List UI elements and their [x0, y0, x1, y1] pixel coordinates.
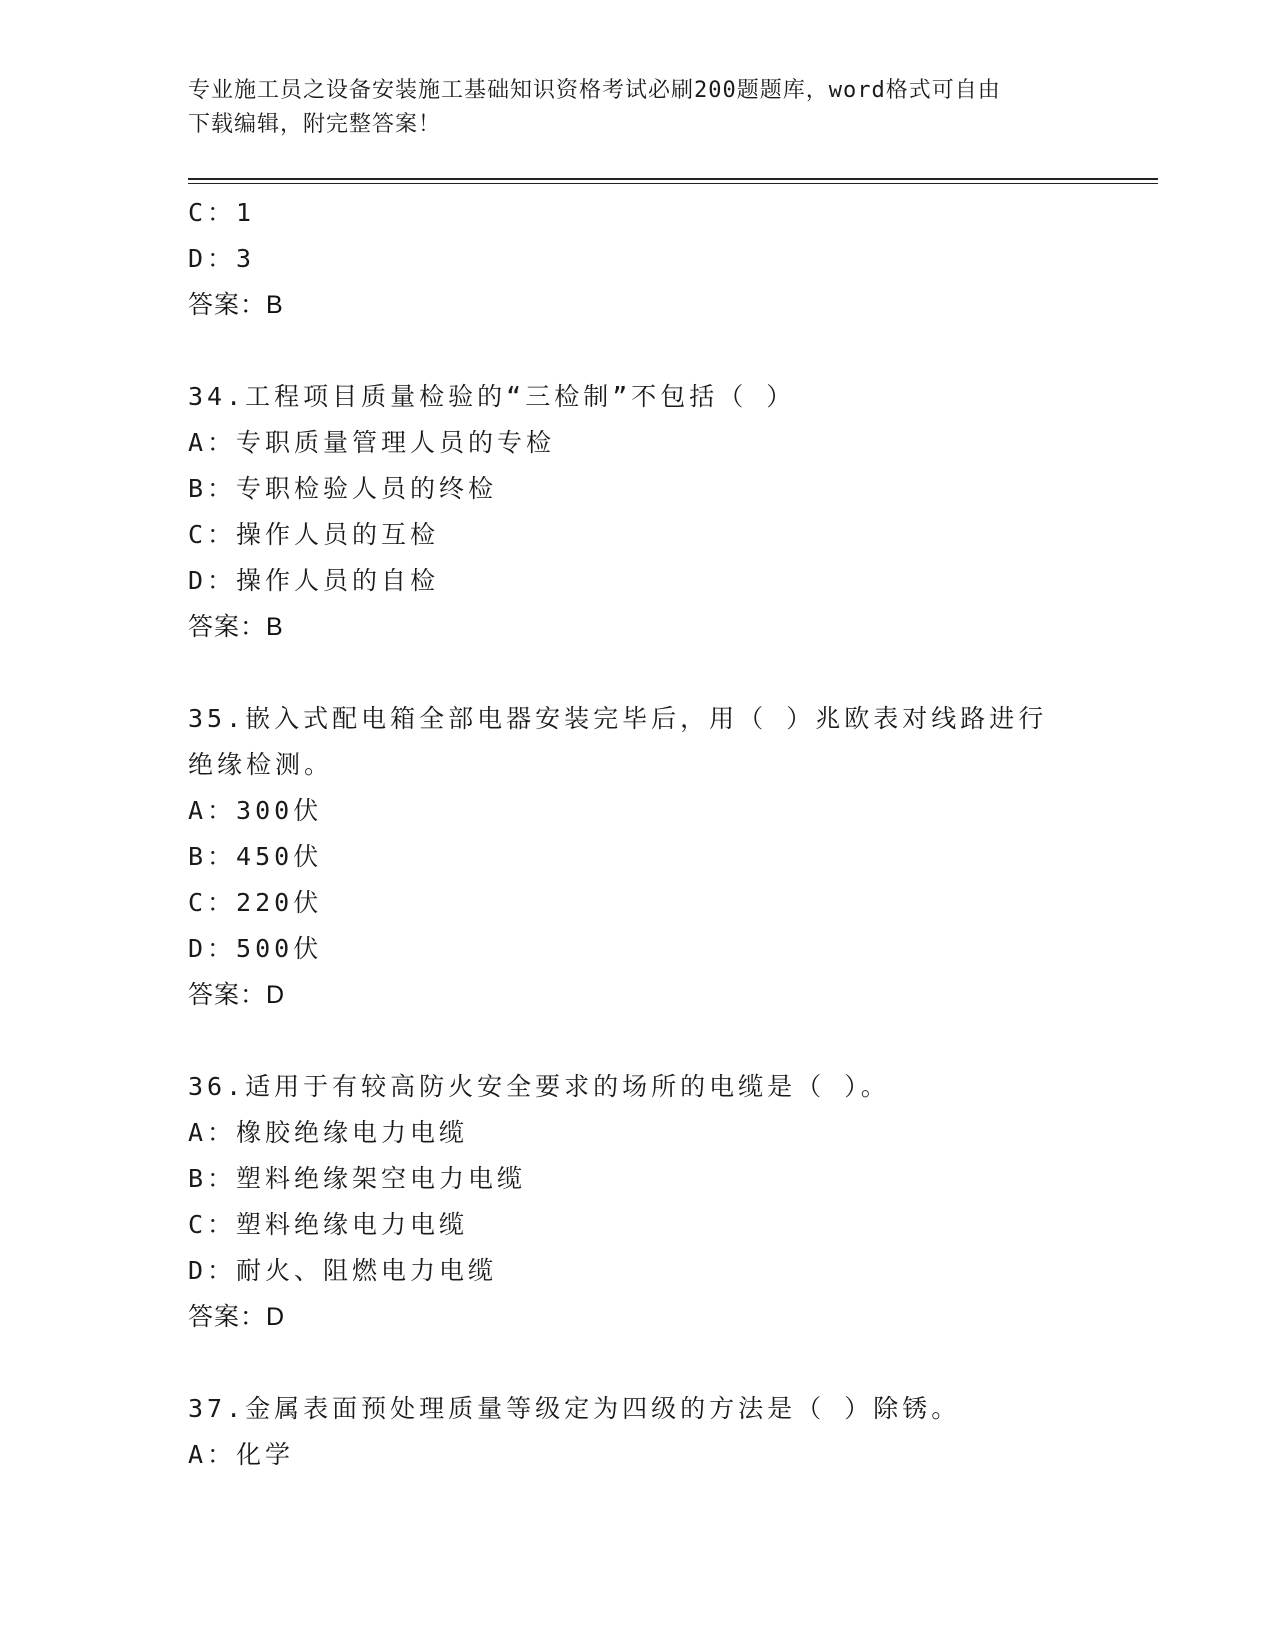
option-d: D：500伏	[188, 934, 323, 963]
header-divider-thin	[188, 183, 1158, 184]
option-b: B：450伏	[188, 842, 323, 871]
question-37	[188, 1386, 1088, 1478]
option-a: A：橡胶绝缘电力电缆	[188, 1118, 469, 1147]
option-d: D：耐火、阻燃电力电缆	[188, 1256, 498, 1285]
option-c: C：塑料绝缘电力电缆	[188, 1210, 469, 1239]
option-b: B：专职检验人员的终检	[188, 474, 498, 503]
spacer	[188, 328, 1088, 374]
question-text: 35.嵌入式配电箱全部电器安装完毕后，用（ ）兆欧表对线路进行绝缘检测。	[188, 704, 1048, 779]
question-text: 36.适用于有较高防火安全要求的场所的电缆是（ ）。	[188, 1072, 890, 1101]
question-33-tail	[188, 190, 1088, 328]
option-b: B：塑料绝缘架空电力电缆	[188, 1164, 527, 1193]
question-34	[188, 374, 1088, 650]
spacer	[188, 1340, 1088, 1386]
answer-line: 答案：B	[188, 291, 284, 319]
option-a: A：300伏	[188, 796, 323, 825]
question-35	[188, 696, 1088, 1018]
header-title-line2: 下载编辑，附完整答案！	[188, 112, 442, 137]
header-title-line1: 专业施工员之设备安装施工基础知识资格考试必刷200题题库，word格式可自由	[188, 78, 1001, 103]
question-text: 34.工程项目质量检验的“三检制”不包括（ ）	[188, 382, 796, 411]
option-a: A：化学	[188, 1440, 295, 1469]
option-c: C：操作人员的互检	[188, 520, 440, 549]
option-d: D：操作人员的自检	[188, 566, 440, 595]
answer-line: 答案：B	[188, 613, 284, 641]
option-d: D：3	[188, 244, 256, 273]
page-header	[188, 74, 1088, 142]
question-list	[188, 190, 1088, 1478]
option-a: A：专职质量管理人员的专检	[188, 428, 556, 457]
answer-line: 答案：D	[188, 981, 286, 1009]
spacer	[188, 650, 1088, 696]
option-c: C：220伏	[188, 888, 323, 917]
question-text: 37.金属表面预处理质量等级定为四级的方法是（ ）除锈。	[188, 1394, 961, 1423]
question-36	[188, 1064, 1088, 1340]
spacer	[188, 1018, 1088, 1064]
option-c: C：1	[188, 198, 256, 227]
header-divider-thick	[188, 178, 1158, 180]
answer-line: 答案：D	[188, 1303, 286, 1331]
